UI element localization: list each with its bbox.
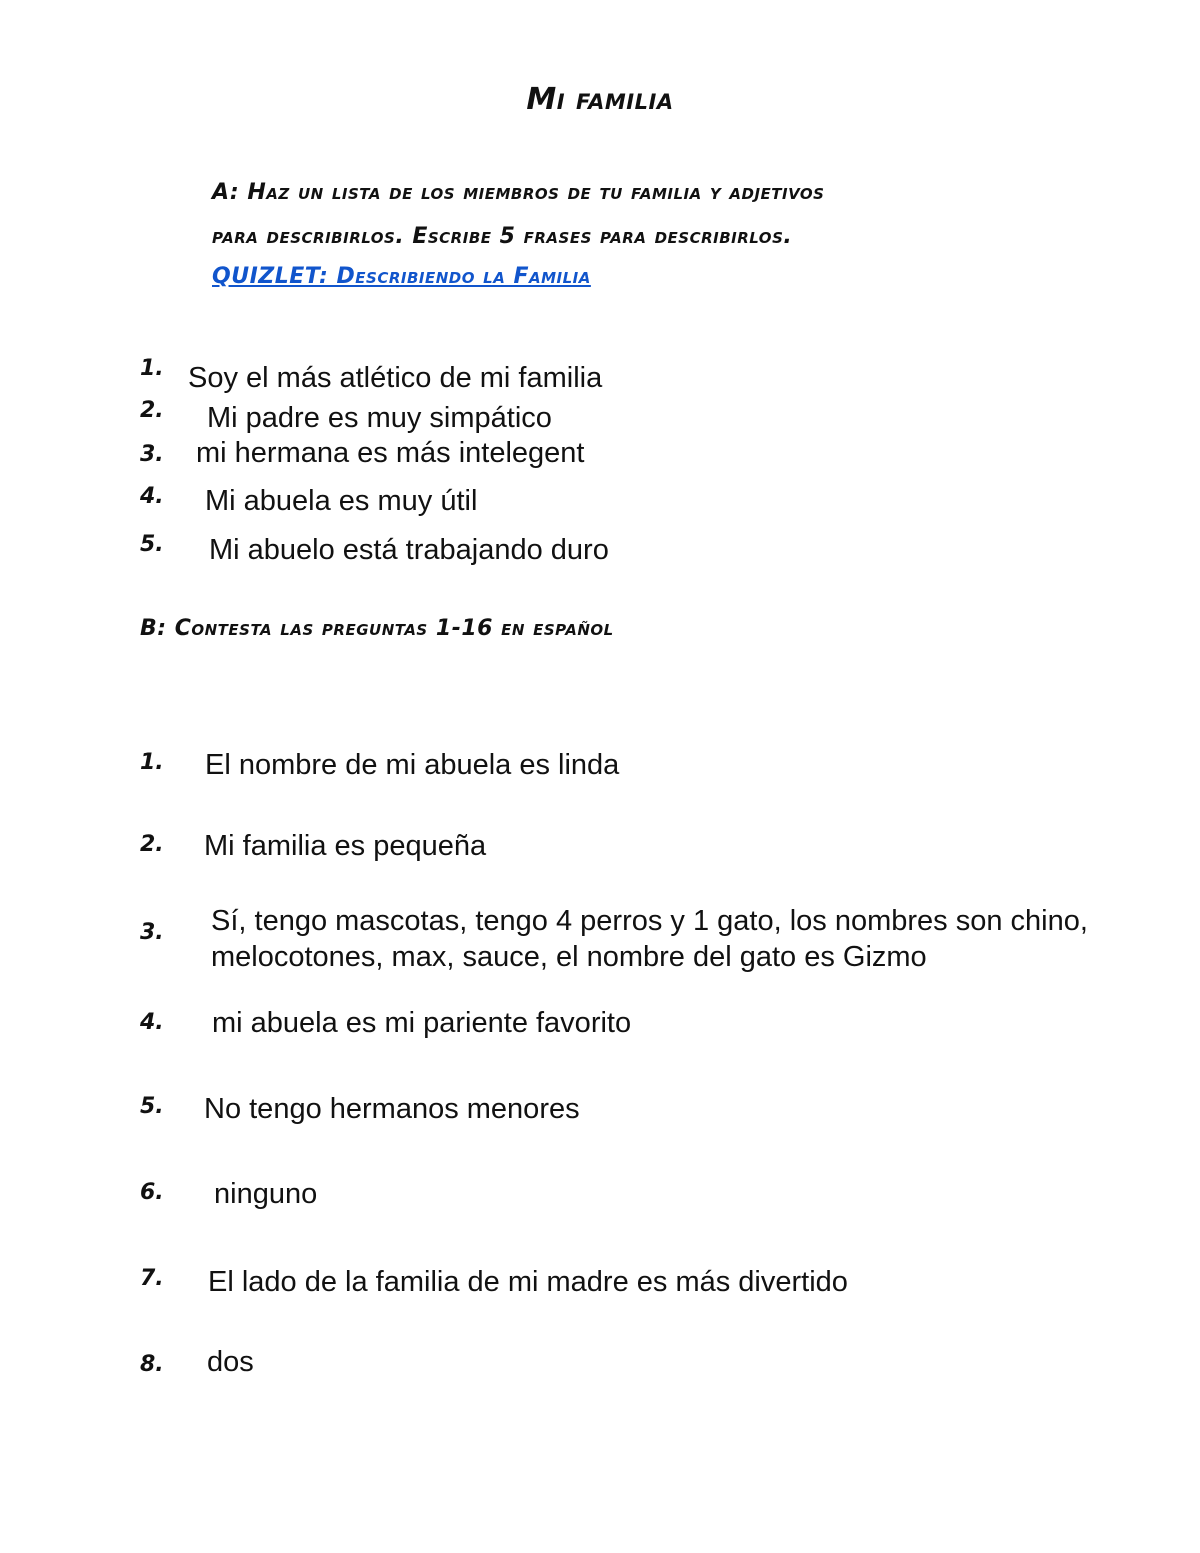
list-b-item-2: Mi familia es pequeña: [204, 830, 487, 862]
list-b-number-2: 2.: [140, 832, 164, 857]
list-b-item-6: ninguno: [214, 1178, 318, 1210]
list-a-item-2: Mi padre es muy simpático: [207, 402, 552, 434]
list-a-item-1: Soy el más atlético de mi familia: [188, 362, 603, 394]
list-b-number-7: 7.: [140, 1266, 164, 1291]
list-b-number-3: 3.: [140, 920, 164, 945]
list-b-item-4: mi abuela es mi pariente favorito: [212, 1007, 632, 1039]
list-a-number-5: 5.: [140, 532, 164, 557]
list-b-item-1: El nombre de mi abuela es linda: [205, 749, 620, 781]
list-a-number-4: 4.: [140, 484, 164, 509]
list-a-number-2: 2.: [140, 398, 164, 423]
section-a-instruction-line2: para describirlos. Escribe 5 frases para describirlos.: [212, 224, 793, 249]
list-b-number-8: 8.: [140, 1352, 164, 1377]
list-a-number-1: 1.: [140, 356, 164, 381]
list-b-item-7: El lado de la familia de mi madre es más divertido: [208, 1266, 848, 1298]
quizlet-link[interactable]: QUIZLET: Describiendo la Familia: [212, 264, 591, 289]
section-b-instruction: B: Contesta las preguntas 1-16 en español: [140, 616, 614, 641]
list-b-item-3: Sí, tengo mascotas, tengo 4 perros y 1 gato, los nombres son chino, melocotones, max, sauce, el nombre del gato es Gizmo: [211, 905, 1088, 973]
list-b-item-5: No tengo hermanos menores: [204, 1093, 580, 1125]
list-a-item-5: Mi abuelo está trabajando duro: [209, 534, 609, 566]
section-a-instruction-line1: A: Haz un lista de los miembros de tu familia y adjetivos: [212, 180, 825, 205]
list-b-item-8: dos: [207, 1346, 254, 1378]
list-b-number-6: 6.: [140, 1180, 164, 1205]
page-title: Mi familia: [526, 82, 674, 117]
list-a-number-3: 3.: [140, 442, 164, 467]
list-a-item-4: Mi abuela es muy útil: [205, 485, 478, 517]
list-a-item-3: mi hermana es más intelegent: [196, 437, 585, 469]
list-b-number-4: 4.: [140, 1010, 164, 1035]
list-b-number-1: 1.: [140, 750, 164, 775]
list-b-number-5: 5.: [140, 1094, 164, 1119]
